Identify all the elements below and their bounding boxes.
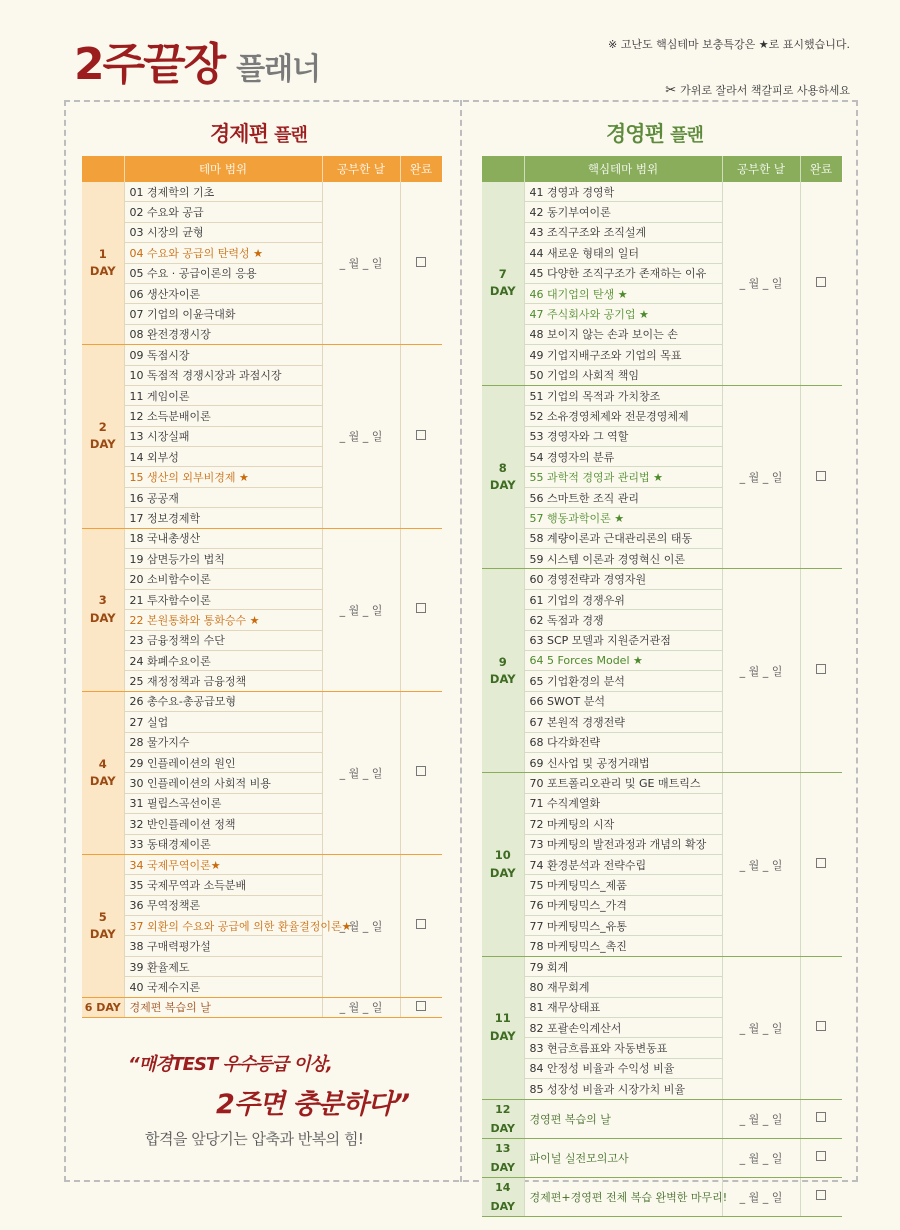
col-date: 공부한 날 [722, 156, 800, 182]
checkbox-icon[interactable] [416, 430, 426, 440]
done-checkbox-cell[interactable] [800, 385, 842, 569]
topic-cell: 04 수요와 공급의 탄력성 ★ [124, 243, 322, 263]
table-row [82, 997, 442, 1017]
topic-cell: 49 기업지배구조와 기업의 목표 [524, 345, 722, 365]
topic-cell: 40 국제수지론 [124, 977, 322, 997]
topic-cell: 35 국제무역과 소득분배 [124, 875, 322, 895]
study-date-field[interactable]: _ 월 _ 일 [722, 569, 800, 773]
topic-cell: 07 기업의 이윤극대화 [124, 304, 322, 324]
topic-cell: 68 다각화전략 [524, 732, 722, 752]
topic-cell: 27 실업 [124, 712, 322, 732]
topic-cell: 61 기업의 경쟁우위 [524, 589, 722, 609]
topic-cell: 24 화폐수요이론 [124, 650, 322, 670]
study-date-field[interactable]: _ 월 _ 일 [322, 854, 400, 997]
topic-cell: 20 소비함수이론 [124, 569, 322, 589]
topic-cell: 36 무역정책론 [124, 895, 322, 915]
topic-cell: 파이널 실전모의고사 [524, 1138, 722, 1177]
topic-cell: 71 수직계열화 [524, 793, 722, 813]
day-label: 1 DAY [82, 182, 124, 345]
topic-cell: 82 포괄손익계산서 [524, 1018, 722, 1038]
topic-cell: 10 독점적 경쟁시장과 과점시장 [124, 365, 322, 385]
topic-cell: 48 보이지 않는 손과 보이는 손 [524, 324, 722, 344]
col-theme: 테마 범위 [124, 156, 322, 182]
scissors-icon: ✂ [665, 83, 677, 98]
day-label: 13 DAY [482, 1138, 524, 1177]
checkbox-icon[interactable] [416, 919, 426, 929]
topic-cell: 05 수요 · 공급이론의 응용 [124, 263, 322, 283]
topic-cell: 57 행동과학이론 ★ [524, 508, 722, 528]
topic-cell: 45 다양한 조직구조가 존재하는 이유 [524, 263, 722, 283]
table-row [482, 385, 842, 405]
study-date-field[interactable]: _ 월 _ 일 [322, 691, 400, 854]
topic-cell: 01 경제학의 기초 [124, 182, 322, 202]
topic-cell: 16 공공재 [124, 487, 322, 507]
day-label: 3 DAY [82, 528, 124, 691]
study-date-field[interactable]: _ 월 _ 일 [722, 1138, 800, 1177]
topic-cell: 38 구매력평가설 [124, 936, 322, 956]
table-row [482, 1099, 842, 1138]
done-checkbox-cell[interactable] [400, 345, 442, 529]
table-row [82, 345, 442, 365]
study-date-field[interactable]: _ 월 _ 일 [722, 182, 800, 385]
topic-cell: 22 본원통화와 통화승수 ★ [124, 610, 322, 630]
topic-cell: 34 국제무역이론★ [124, 854, 322, 874]
topic-cell: 54 경영자의 분류 [524, 447, 722, 467]
done-checkbox-cell[interactable] [400, 182, 442, 345]
management-plan-table [482, 156, 843, 1217]
checkbox-icon[interactable] [816, 858, 826, 868]
topic-cell: 41 경영과 경영학 [524, 182, 722, 202]
topic-cell: 32 반인플레이션 정책 [124, 814, 322, 834]
topic-cell: 53 경영자와 그 역할 [524, 426, 722, 446]
topic-cell: 26 총수요-총공급모형 [124, 691, 322, 711]
table-row [82, 691, 442, 711]
topic-cell: 58 계량이론과 근대관리론의 태동 [524, 528, 722, 548]
topic-cell: 25 재정정책과 금융정책 [124, 671, 322, 691]
topic-cell: 43 조직구조와 조직설계 [524, 222, 722, 242]
checkbox-icon[interactable] [816, 1190, 826, 1200]
table-row [482, 956, 842, 976]
topic-cell: 81 재무상태표 [524, 997, 722, 1017]
title-main: 2주끝장 [74, 39, 225, 90]
topic-cell: 78 마케팅믹스_촉진 [524, 936, 722, 956]
done-checkbox-cell[interactable] [800, 1138, 842, 1177]
day-label: 12 DAY [482, 1099, 524, 1138]
col-done: 완료 [400, 156, 442, 182]
study-date-field[interactable]: _ 월 _ 일 [322, 997, 400, 1017]
topic-cell: 85 성장성 비율과 시장가치 비율 [524, 1079, 722, 1099]
topic-cell: 09 독점시장 [124, 345, 322, 365]
cut-note [665, 82, 850, 98]
topic-cell: 경제편+경영편 전체 복습 완벽한 마무리! [524, 1177, 722, 1216]
topic-cell: 63 SCP 모델과 지원준거관점 [524, 630, 722, 650]
topic-cell: 37 외환의 수요와 공급에 의한 환율결정이론★ [124, 916, 322, 936]
day-label: 10 DAY [482, 773, 524, 957]
checkbox-icon[interactable] [816, 1021, 826, 1031]
table-row [482, 773, 842, 793]
slogan-line2: 2주면 충분하다” [216, 1089, 410, 1120]
slogan-line1: “매경TEST 우수등급 이상, [128, 1054, 332, 1075]
topic-cell: 62 독점과 경쟁 [524, 610, 722, 630]
checkbox-icon[interactable] [416, 603, 426, 613]
topic-cell: 65 기업환경의 분석 [524, 671, 722, 691]
topic-cell: 84 안정성 비율과 수익성 비율 [524, 1058, 722, 1078]
topic-cell: 70 포트폴리오관리 및 GE 매트릭스 [524, 773, 722, 793]
economics-title: 경제편 플랜 [210, 122, 307, 146]
checkbox-icon[interactable] [416, 766, 426, 776]
topic-cell: 21 투자함수이론 [124, 589, 322, 609]
col-theme: 핵심테마 범위 [524, 156, 722, 182]
table-row [82, 854, 442, 874]
topic-cell: 23 금융정책의 수단 [124, 630, 322, 650]
done-checkbox-cell[interactable] [800, 182, 842, 385]
topic-cell: 59 시스템 이론과 경영혁신 이론 [524, 549, 722, 569]
col-done: 완료 [800, 156, 842, 182]
topic-cell: 60 경영전략과 경영자원 [524, 569, 722, 589]
topic-cell: 75 마케팅믹스_제품 [524, 875, 722, 895]
topic-cell: 02 수요와 공급 [124, 202, 322, 222]
done-checkbox-cell[interactable] [800, 956, 842, 1099]
topic-cell: 15 생산의 외부비경제 ★ [124, 467, 322, 487]
topic-cell: 47 주식회사와 공기업 ★ [524, 304, 722, 324]
done-checkbox-cell[interactable] [800, 569, 842, 773]
table-row [482, 569, 842, 589]
planner-title [74, 28, 320, 92]
table-row [82, 182, 442, 202]
topic-cell: 19 삼면등가의 법칙 [124, 549, 322, 569]
economics-plan-table [82, 156, 443, 1018]
slogan-line3: 합격을 앞당기는 압축과 반복의 힘! [145, 1130, 364, 1148]
topic-cell: 51 기업의 목적과 가치창조 [524, 385, 722, 405]
topic-cell: 경영편 복습의 날 [524, 1099, 722, 1138]
topic-cell: 44 새로운 형태의 일터 [524, 243, 722, 263]
topic-cell: 30 인플레이션의 사회적 비용 [124, 773, 322, 793]
done-checkbox-cell[interactable] [400, 854, 442, 997]
study-date-field[interactable]: _ 월 _ 일 [322, 345, 400, 529]
topic-cell: 74 환경분석과 전략수립 [524, 854, 722, 874]
checkbox-icon[interactable] [816, 1151, 826, 1161]
study-date-field[interactable]: _ 월 _ 일 [722, 385, 800, 569]
checkbox-icon[interactable] [416, 1001, 426, 1011]
done-checkbox-cell[interactable] [800, 1099, 842, 1138]
day-label: 11 DAY [482, 956, 524, 1099]
day-label: 5 DAY [82, 854, 124, 997]
day-label: 4 DAY [82, 691, 124, 854]
topic-cell: 55 과학적 경영과 관리법 ★ [524, 467, 722, 487]
table-row [482, 1138, 842, 1177]
topic-cell: 39 환율제도 [124, 956, 322, 976]
topic-cell: 31 필립스곡선이론 [124, 793, 322, 813]
topic-cell: 50 기업의 사회적 책임 [524, 365, 722, 385]
topic-cell: 66 SWOT 분석 [524, 691, 722, 711]
done-checkbox-cell[interactable] [800, 773, 842, 957]
topic-cell: 80 재무회계 [524, 977, 722, 997]
checkbox-icon[interactable] [816, 1112, 826, 1122]
study-date-field[interactable]: _ 월 _ 일 [322, 528, 400, 691]
done-checkbox-cell[interactable] [800, 1177, 842, 1216]
study-date-field[interactable]: _ 월 _ 일 [322, 182, 400, 345]
cut-note-text: 가위로 잘라서 책갈피로 사용하세요 [680, 84, 850, 97]
topic-cell: 03 시장의 균형 [124, 222, 322, 242]
col-date: 공부한 날 [322, 156, 400, 182]
topic-cell: 56 스마트한 조직 관리 [524, 487, 722, 507]
topic-cell: 69 신사업 및 공정거래법 [524, 752, 722, 772]
checkbox-icon[interactable] [816, 277, 826, 287]
topic-cell: 83 현금흐름표와 자동변동표 [524, 1038, 722, 1058]
topic-cell: 64 5 Forces Model ★ [524, 650, 722, 670]
topic-cell: 77 마케팅믹스_유통 [524, 916, 722, 936]
topic-cell: 12 소득분배이론 [124, 406, 322, 426]
study-date-field[interactable]: _ 월 _ 일 [722, 1099, 800, 1138]
topic-cell: 46 대기업의 탄생 ★ [524, 283, 722, 303]
title-sub: 플래너 [236, 52, 321, 87]
topic-cell: 08 완전경쟁시장 [124, 324, 322, 344]
topic-cell: 17 정보경제학 [124, 508, 322, 528]
col-day [82, 156, 124, 182]
topic-cell: 73 마케팅의 발전과정과 개념의 확장 [524, 834, 722, 854]
done-checkbox-cell[interactable] [400, 691, 442, 854]
topic-cell: 경제편 복습의 날 [124, 997, 322, 1017]
day-label: 8 DAY [482, 385, 524, 569]
topic-cell: 29 인플레이션의 원인 [124, 752, 322, 772]
study-date-field[interactable]: _ 월 _ 일 [722, 956, 800, 1099]
management-title: 경영편 플랜 [606, 122, 703, 146]
topic-cell: 33 동태경제이론 [124, 834, 322, 854]
done-checkbox-cell[interactable] [400, 997, 442, 1017]
topic-cell: 42 동기부여이론 [524, 202, 722, 222]
table-row [482, 1177, 842, 1216]
star-note: ※ 고난도 핵심테마 보충특강은 ★로 표시했습니다. [608, 38, 850, 51]
table-row [82, 528, 442, 548]
table-row [482, 182, 842, 202]
topic-cell: 14 외부성 [124, 447, 322, 467]
done-checkbox-cell[interactable] [400, 528, 442, 691]
topic-cell: 11 게임이론 [124, 385, 322, 405]
topic-cell: 06 생산자이론 [124, 283, 322, 303]
topic-cell: 72 마케팅의 시작 [524, 814, 722, 834]
checkbox-icon[interactable] [816, 664, 826, 674]
cut-divider [460, 100, 462, 1182]
study-date-field[interactable]: _ 월 _ 일 [722, 1177, 800, 1216]
topic-cell: 28 물가지수 [124, 732, 322, 752]
day-label: 2 DAY [82, 345, 124, 529]
topic-cell: 13 시장실패 [124, 426, 322, 446]
topic-cell: 18 국내총생산 [124, 528, 322, 548]
topic-cell: 52 소유경영체제와 전문경영체제 [524, 406, 722, 426]
day-label: 9 DAY [482, 569, 524, 773]
topic-cell: 76 마케팅믹스_가격 [524, 895, 722, 915]
col-day [482, 156, 524, 182]
topic-cell: 67 본원적 경쟁전략 [524, 712, 722, 732]
day-label: 7 DAY [482, 182, 524, 385]
day-label: 6 DAY [82, 997, 124, 1017]
topic-cell: 79 회계 [524, 956, 722, 976]
day-label: 14 DAY [482, 1177, 524, 1216]
study-date-field[interactable]: _ 월 _ 일 [722, 773, 800, 957]
checkbox-icon[interactable] [816, 471, 826, 481]
checkbox-icon[interactable] [416, 257, 426, 267]
